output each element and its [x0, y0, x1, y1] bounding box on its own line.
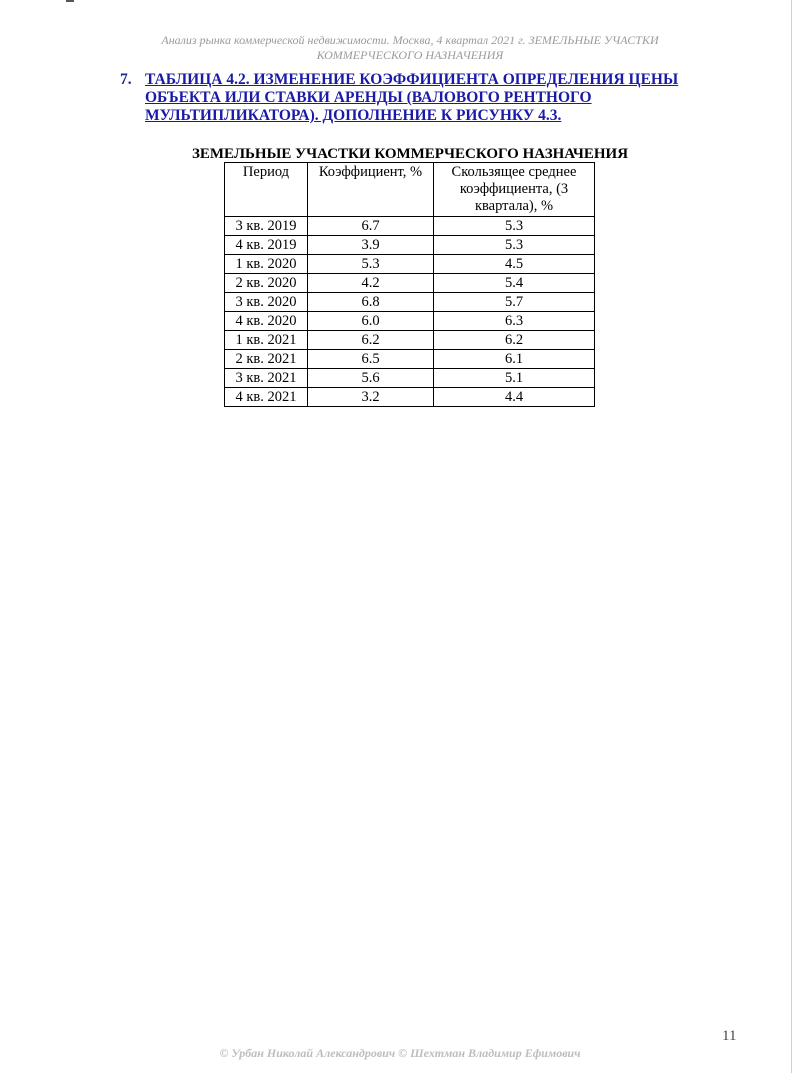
- cell-coefficient: 5.6: [308, 369, 434, 388]
- section-heading-link[interactable]: ТАБЛИЦА 4.2. ИЗМЕНЕНИЕ КОЭФФИЦИЕНТА ОПРЕДЕЛЕНИЯ ЦЕНЫ ОБЪЕКТА ИЛИ СТАВКИ АРЕНДЫ (ВАЛОВОГО РЕНТНОГО МУЛЬТИПЛИКАТОРА). ДОПОЛНЕНИЕ К РИСУНКУ 4.3.: [145, 71, 679, 124]
- cell-coefficient: 5.3: [308, 255, 434, 274]
- cell-moving-average: 4.4: [434, 388, 595, 407]
- cell-period: 2 кв. 2020: [225, 274, 308, 293]
- table-header-row: [225, 163, 595, 217]
- cell-moving-average: 6.1: [434, 350, 595, 369]
- table-row: [225, 388, 595, 407]
- cell-period: 4 кв. 2020: [225, 312, 308, 331]
- cell-period: 1 кв. 2020: [225, 255, 308, 274]
- cell-coefficient: 4.2: [308, 274, 434, 293]
- cell-moving-average: 5.7: [434, 293, 595, 312]
- table-row: [225, 255, 595, 274]
- cell-moving-average: 5.1: [434, 369, 595, 388]
- cell-moving-average: 5.4: [434, 274, 595, 293]
- column-header-period: Период: [225, 163, 308, 217]
- table-row: [225, 369, 595, 388]
- cell-moving-average: 4.5: [434, 255, 595, 274]
- table-row: [225, 350, 595, 369]
- cell-period: 2 кв. 2021: [225, 350, 308, 369]
- cell-moving-average: 6.3: [434, 312, 595, 331]
- cell-coefficient: 6.5: [308, 350, 434, 369]
- table-row: [225, 331, 595, 350]
- column-header-coefficient: Коэффициент, %: [308, 163, 434, 217]
- table-row: [225, 274, 595, 293]
- cell-coefficient: 6.0: [308, 312, 434, 331]
- table-title: ЗЕМЕЛЬНЫЕ УЧАСТКИ КОММЕРЧЕСКОГО НАЗНАЧЕНИЯ: [191, 146, 629, 162]
- cell-coefficient: 6.2: [308, 331, 434, 350]
- cell-coefficient: 3.2: [308, 388, 434, 407]
- table-row: [225, 293, 595, 312]
- section-heading: [120, 71, 720, 125]
- cell-period: 3 кв. 2019: [225, 217, 308, 236]
- data-table: [224, 162, 595, 407]
- running-footer: © Урбан Николай Александрович © Шехтман Владимир Ефимович: [219, 1046, 581, 1060]
- cell-coefficient: 6.7: [308, 217, 434, 236]
- section-number: 7.: [120, 71, 132, 88]
- table-body: [225, 217, 595, 407]
- cell-coefficient: 6.8: [308, 293, 434, 312]
- cell-moving-average: 6.2: [434, 331, 595, 350]
- cell-period: 4 кв. 2019: [225, 236, 308, 255]
- table-row: [225, 236, 595, 255]
- column-header-moving-average: Скользящее среднее коэффициента, (3 квартала), %: [434, 163, 595, 217]
- cell-period: 4 кв. 2021: [225, 388, 308, 407]
- table-row: [225, 312, 595, 331]
- cell-moving-average: 5.3: [434, 236, 595, 255]
- running-header: [100, 33, 720, 63]
- running-header-line-1: Анализ рынка коммерческой недвижимости. Москва, 4 квартал 2021 г. ЗЕМЕЛЬНЫЕ УЧАСТКИ: [161, 33, 659, 47]
- cell-period: 3 кв. 2021: [225, 369, 308, 388]
- page-number: 11: [722, 1028, 737, 1044]
- cell-period: 3 кв. 2020: [225, 293, 308, 312]
- running-header-line-2: КОММЕРЧЕСКОГО НАЗНАЧЕНИЯ: [316, 48, 504, 62]
- cell-period: 1 кв. 2021: [225, 331, 308, 350]
- table-row: [225, 217, 595, 236]
- cell-coefficient: 3.9: [308, 236, 434, 255]
- cell-moving-average: 5.3: [434, 217, 595, 236]
- corner-mark: [66, 0, 74, 2]
